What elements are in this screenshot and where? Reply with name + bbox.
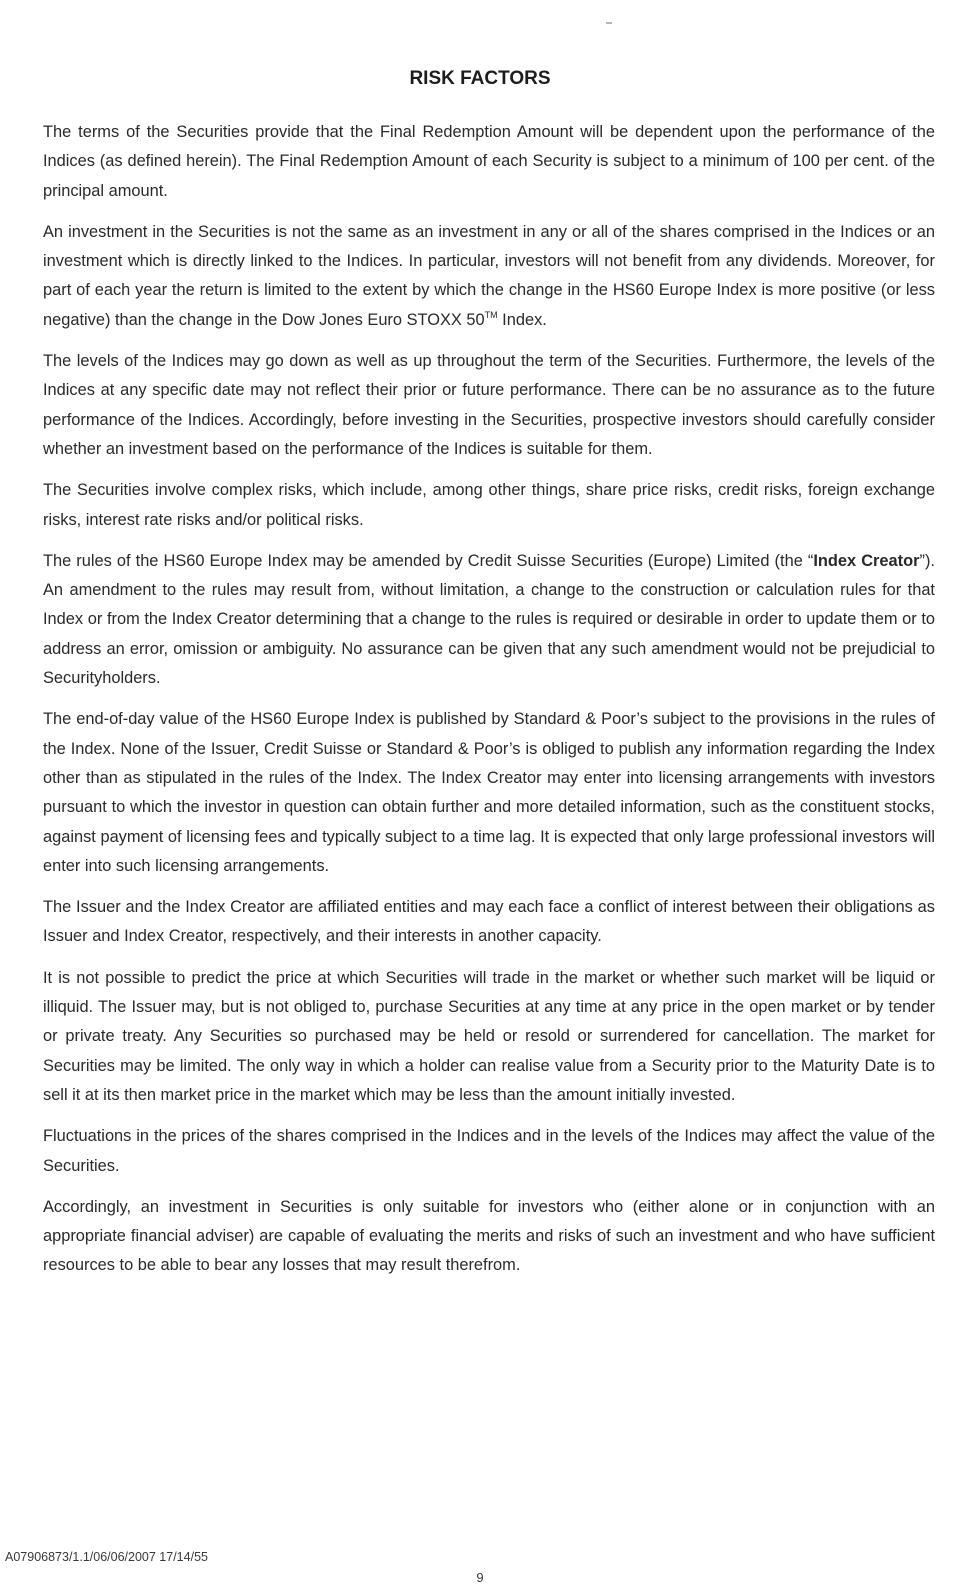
paragraph-5-text-end: ”). An amendment to the rules may result from, without limitation, a change to the construction or calculation rules for that Index or from the Index Creator determining that a change to the rules is required or desirable in order to update them or to address an error, omission or ambiguity. No assurance can be given that any such amendment would not be prejudicial to Securityholders. (43, 551, 935, 688)
paragraph-10: Accordingly, an investment in Securities is only suitable for investors who (either alone or in conjunction with an appropriate financial adviser) are capable of evaluating the merits and risks of such an investment and who have sufficient resources to be able to bear any losses that may result therefrom. (43, 1197, 935, 1275)
trademark-superscript: TM (484, 309, 498, 320)
paragraph-8: It is not possible to predict the price at which Securities will trade in the market or whether such market will be liquid or illiquid. The Issuer may, but is not obliged to, purchase Securities at any time at any price in the open market or by tender or private treaty. Any Securities so purchased may be held or resold or surrendered for cancellation. The market for Securities may be limited. The only way in which a holder can realise value from a Security prior to the Maturity Date is to sell it at its then market price in the market which may be less than the amount initially invested. (43, 968, 935, 1104)
paragraph-2-text: An investment in the Securities is not the same as an investment in any or all of the shares comprised in the Indices or an investment which is directly linked to the Indices. In particular, investors will not benefit from any dividends. Moreover, for part of each year the return is limited to the extent by which the change in the HS60 Europe Index is more positive (or less negative) than the change in the Dow Jones Euro STOXX 50 (43, 222, 935, 329)
scan-mark (606, 22, 612, 24)
paragraph-9: Fluctuations in the prices of the shares comprised in the Indices and in the levels of the Indices may affect the value of the Securities. (43, 1127, 935, 1175)
defined-term-index-creator: Index Creator (813, 551, 920, 570)
page-title: RISK FACTORS (409, 68, 551, 89)
paragraph-2 (43, 218, 935, 335)
paragraph-6: The end-of-day value of the HS60 Europe Index is published by Standard & Poor’s subject to the provisions in the rules of the Index. None of the Issuer, Credit Suisse or Standard & Poor’s is obliged to publish any information regarding the Index other than as stipulated in the rules of the Index. The Index Creator may enter into licensing arrangements with investors pursuant to which the investor in question can obtain further and more detailed information, such as the constituent stocks, against payment of licensing fees and typically subject to a time lag. It is expected that only large professional investors will enter into such licensing arrangements. (43, 710, 935, 875)
footer-document-reference: A07906873/1.1/06/06/2007 17/14/55 (5, 1550, 208, 1564)
paragraph-7: The Issuer and the Index Creator are affiliated entities and may each face a conflict of interest between their obligations as Issuer and Index Creator, respectively, and their interests in another capacity. (43, 898, 935, 946)
page-number: 9 (476, 1570, 484, 1585)
document-body (43, 118, 935, 1293)
paragraph-5-text: The rules of the HS60 Europe Index may be amended by Credit Suisse Securities (Europe) Limited (the “ (43, 551, 814, 570)
paragraph-4: The Securities involve complex risks, which include, among other things, share price risks, credit risks, foreign exchange risks, interest rate risks and/or political risks. (43, 481, 935, 529)
paragraph-5 (43, 547, 935, 693)
paragraph-2-text-end: Index. (497, 310, 547, 329)
paragraph-3: The levels of the Indices may go down as well as up throughout the term of the Securities. Furthermore, the levels of the Indices at any specific date may not reflect their prior or future performance. There can be no assurance as to the future performance of the Indices. Accordingly, before investing in the Securities, prospective investors should carefully consider whether an investment based on the performance of the Indices is suitable for them. (43, 352, 935, 458)
paragraph-1: The terms of the Securities provide that the Final Redemption Amount will be dependent upon the performance of the Indices (as defined herein). The Final Redemption Amount of each Security is subject to a minimum of 100 per cent. of the principal amount. (43, 123, 935, 200)
